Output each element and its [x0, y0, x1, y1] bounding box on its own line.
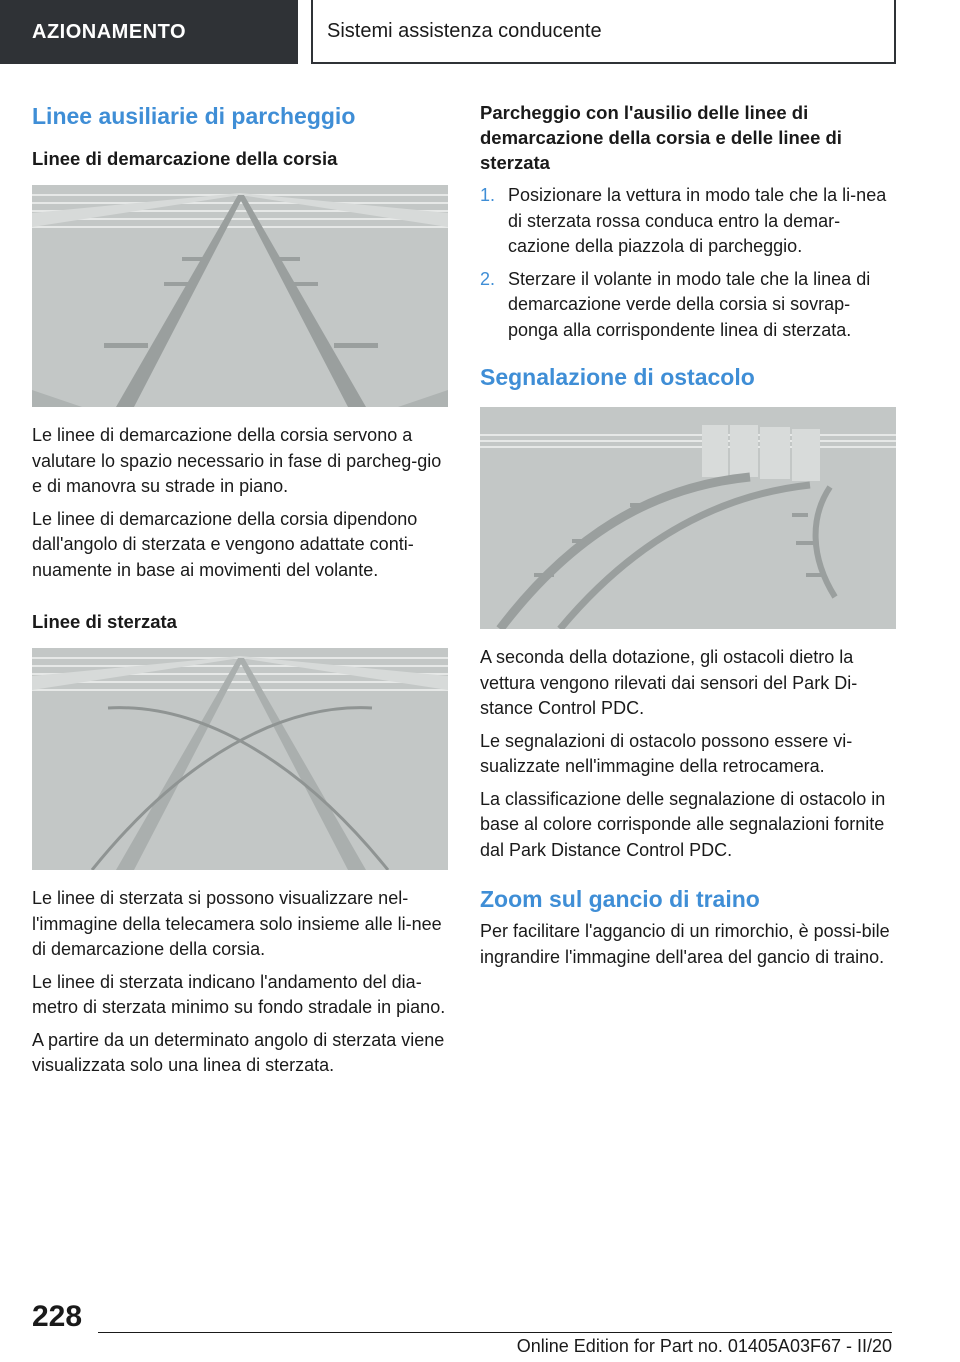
paragraph: A partire da un determinato angolo di sterzata viene visualizzata solo una linea di sterzata. — [32, 1029, 445, 1075]
subheading-parking-procedure: Parcheggio con l'ausilio delle linee di demarcazione della corsia e delle linee di sterzata — [480, 102, 842, 173]
edition-note: Online Edition for Part no. 01405A03F67 - II/20 — [516, 1336, 892, 1356]
chapter-title: Sistemi assistenza conducente — [311, 0, 896, 64]
right-column — [480, 100, 896, 977]
section-heading-parking-lines: Linee ausiliarie di parcheggio — [32, 103, 356, 129]
step-number: 1. — [480, 185, 496, 205]
paragraph: La classificazione delle segnalazione di ostacolo in base al colore corrisponde alle segnalazioni fornite dal Park Distance Control PDC. — [480, 788, 886, 860]
lane-lines-illustration — [32, 185, 448, 407]
section-heading-obstacle: Segnalazione di ostacolo — [480, 364, 755, 390]
subheading-lane-lines: Linee di demarcazione della corsia — [32, 148, 338, 169]
subheading-steering-lines: Linee di sterzata — [32, 611, 177, 632]
paragraph: Per facilitare l'aggancio di un rimorchio, è possi-bile ingrandire l'immagine dell'area del gancio di traino. — [480, 921, 890, 967]
step-text: Sterzare il volante in modo tale che la linea di demarcazione verde della corsia si sovrap-ponga alla corrispondente linea di sterzata. — [508, 268, 871, 340]
page-number: 228 — [32, 1300, 83, 1333]
paragraph: A seconda della dotazione, gli ostacoli dietro la vettura vengono rilevati dai sensori del Park Di-stance Control PDC. — [480, 647, 858, 718]
paragraph: Le linee di demarcazione della corsia dipendono dall'angolo di sterzata e vengono adattate conti-nuamente in base ai movimenti del volante. — [32, 508, 418, 580]
section-tab: AZIONAMENTO — [0, 0, 298, 64]
left-column — [32, 100, 448, 1086]
section-heading-tow-hitch-zoom: Zoom sul gancio di traino — [480, 886, 760, 912]
step-number: 2. — [480, 268, 496, 289]
list-item — [480, 183, 896, 260]
list-item — [480, 267, 896, 344]
step-text: Posizionare la vettura in modo tale che la li-nea di sterzata rossa conduca entro la demar-cazione della piazzola di parcheggio. — [508, 185, 887, 256]
paragraph: Le linee di demarcazione della corsia servono a valutare lo spazio necessario in fase di parcheg-gio e di manovra su strade in piano. — [32, 425, 442, 496]
paragraph: Le linee di sterzata si possono visualizzare nel-l'immagine della telecamera solo insieme alle li-nee di demarcazione della corsia. — [32, 888, 442, 959]
paragraph: Le linee di sterzata indicano l'andamento del dia-metro di sterzata minimo su fondo stradale in piano. — [32, 971, 446, 1017]
obstacle-marking-illustration — [480, 407, 896, 629]
paragraph: Le segnalazioni di ostacolo possono essere vi-sualizzate nell'immagine della retrocamera. — [480, 730, 853, 776]
steering-lines-illustration — [32, 648, 448, 870]
footer-divider — [98, 1332, 892, 1333]
step-list — [480, 183, 896, 343]
